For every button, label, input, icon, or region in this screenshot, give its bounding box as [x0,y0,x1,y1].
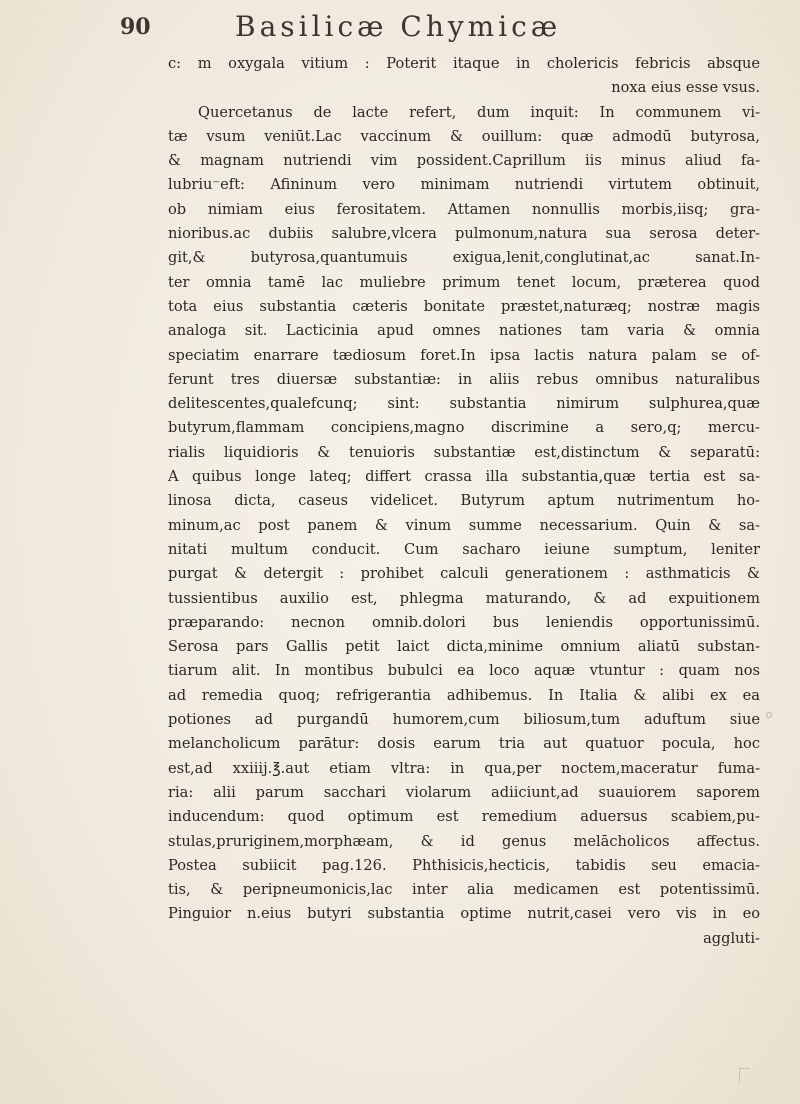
text-line: potiones ad purgandū humorem,cum biliosum,tum aduftum siue [168,711,760,729]
text-line: analoga sit. Lacticinia apud omnes nationes tam varia & omnia [168,322,760,340]
text-line: minum,ac post panem & vinum summe necessarium. Quin & sa- [168,516,760,534]
text-line: tota eius substantia cæteris bonitate præstet,naturæq; nostræ magis [168,297,760,315]
text-line: noxa eius esse vsus. [611,79,760,97]
text-line: tæ vsum veniūt.Lac vaccinum & ouillum: quæ admodū butyrosa, [168,127,760,145]
text-line: rialis liquidioris & tenuioris substantiæ est,distinctum & separatū: [168,443,760,461]
page-header [0,8,800,48]
text-line: A quibus longe lateq; differt crassa illa substantia,quæ tertia est sa- [168,468,760,486]
text-line: tis, & peripneumonicis,lac inter alia medicamen est potentissimū. [168,881,760,899]
text-line: lubriu⁻eft: Afininum vero minimam nutriendi virtutem obtinuit, [168,176,760,194]
text-line: ria: alii parum sacchari violarum adiiciunt,ad suauiorem saporem [168,783,760,801]
text-line: linosa dicta, caseus videlicet. Butyrum aptum nutrimentum ho- [168,492,760,510]
text-line: delitescentes,qualefcunq; sint: substantia nimirum sulphurea,quæ [168,395,760,413]
text-line: nitati multum conducit. Cum sacharo ieiune sumptum, leniter [168,540,760,558]
text-line: præparando: necnon omnib.dolori bus leniendis opportunissimū. [168,613,760,631]
text-line: Pinguior n.eius butyri substantia optime nutrit,casei vero vis in eo [168,905,760,923]
text-line: tiarum alit. In montibus bubulci ea loco aquæ vtuntur : quam nos [168,662,760,680]
page-number: 90 [120,14,151,40]
text-line: c: m oxygala vitium : Poterit itaque in cholericis febricis absque [168,55,760,72]
text-line: nioribus.ac dubiis salubre,vlcera pulmonum,natura sua serosa deter- [168,225,760,243]
text-line: butyrum,flammam concipiens,magno discrimine a sero,q; mercu- [168,419,760,437]
text-line: Postea subiicit pag.126. Phthisicis,hecticis, tabidis seu emacia- [168,856,760,874]
text-line: melancholicum parātur: dosis earum tria aut quatuor pocula, hoc [168,735,760,753]
text-line: Quercetanus de lacte refert, dum inquit: In communem vi- [198,103,760,121]
page-corner-mark [739,1068,750,1083]
text-line: & magnam nutriendi vim possident.Caprillum iis minus aliud fa- [168,152,760,170]
text-line: ob nimiam eius ferositatem. Attamen nonnullis morbis,iisq; gra- [168,200,760,218]
text-line: ferunt tres diuersæ substantiæ: in aliis rebus omnibus naturalibus [168,370,760,388]
text-line: tussientibus auxilio est, phlegma maturando, & ad expuitionem [168,589,760,607]
text-line: inducendum: quod optimum est remedium aduersus scabiem,pu- [168,808,760,826]
body-text [168,52,760,951]
margin-mark [766,712,772,718]
text-line: Serosa pars Gallis petit laict dicta,minime omnium aliatū substan- [168,638,760,656]
running-title: Basilicæ Chymicæ [235,10,562,43]
text-line: git,& butyrosa,quantumuis exigua,lenit,conglutinat,ac sanat.In- [168,249,760,267]
text-line: purgat & detergit : prohibet calculi generationem : asthmaticis & [168,565,760,583]
text-line: ad remedia quoq; refrigerantia adhibemus. In Italia & alibi ex ea [168,686,760,704]
text-line: stulas,pruriginem,morphæam, & id genus melācholicos affectus. [168,832,760,850]
text-line: ter omnia tamē lac muliebre primum tenet locum, præterea quod [168,273,760,291]
text-line: speciatim enarrare tædiosum foret.In ipsa lactis natura palam se of- [168,346,760,364]
text-line: est,ad xxiiij.℥.aut etiam vltra: in qua,per noctem,maceratur fuma- [168,759,760,777]
text-line: aggluti- [703,929,760,947]
